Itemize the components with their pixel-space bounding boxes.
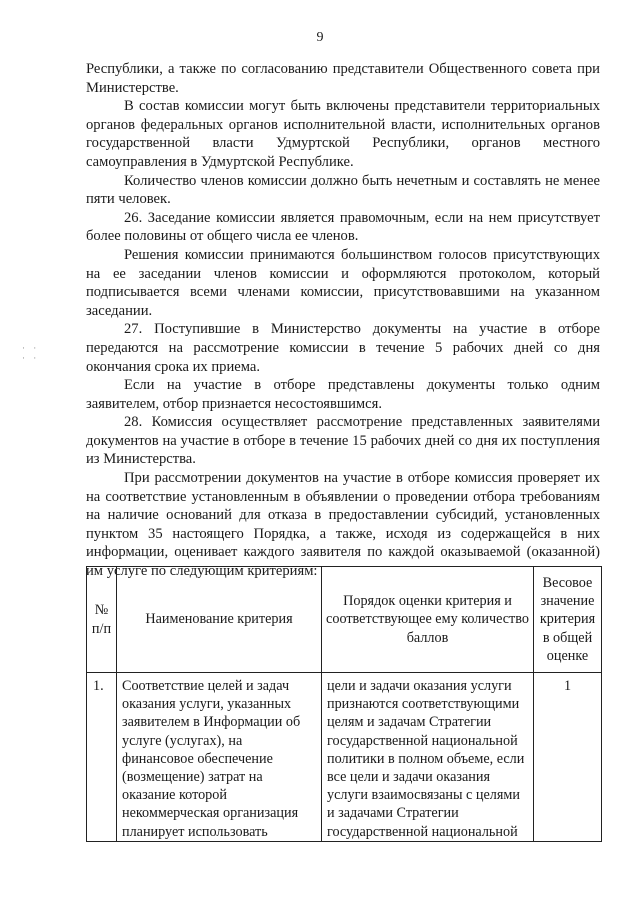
page-number: 9 (316, 30, 324, 45)
header-number: № п/п (87, 567, 117, 673)
paragraph-1: Республики, а также по согласованию представители Общественного совета при Министерстве. (86, 61, 600, 96)
scan-margin-marks: · · · · (22, 343, 40, 363)
paragraph-2: В состав комиссии могут быть включены представители территориальных органов федеральных органов исполнительной власти, исполнительных органов государственной власти Удмуртской Республики, органов местного самоуправления в Удмуртской Республике. (86, 98, 600, 170)
paragraph-6: 27. Поступившие в Министерство документы на участие в отборе передаются на рассмотрение комиссии в течение 5 рабочих дней со дня окончания срока их приема. (86, 321, 600, 375)
header-procedure: Порядок оценки критерия и соответствующее ему количество баллов (322, 567, 534, 673)
row-weight: 1 (534, 673, 602, 842)
paragraph-9: При рассмотрении документов на участие в отборе комиссия проверяет их на соответствие установленным в объявлении о проведении отбора требованиям на наличие оснований для отказа в предоставлении субсидий, установленных пунктом 35 настоящего Порядка, а также, исходя из содержащейся в них информации, оценивает каждого заявителя по каждой оказываемой (оказанной) им услуге по следующим критериям: (86, 470, 600, 580)
table-row (87, 673, 602, 842)
paragraph-5: Решения комиссии принимаются большинством голосов присутствующих на ее заседании членов комиссии и оформляются протоколом, который подписывается всеми членами комиссии, присутствовавшими на указанном заседании. (86, 246, 600, 319)
paragraph-7: Если на участие в отборе представлены документы только одним заявителем, отбор признается несостоявшимся. (86, 377, 600, 412)
paragraph-8: 28. Комиссия осуществляет рассмотрение представленных заявителями документов на участие в отборе в течение 15 рабочих дней со дня их поступления из Министерства. (86, 414, 600, 468)
row-criterion: Соответствие целей и задач оказания услуги, указанных заявителем в Информации об услуге (услугах), на финансовое обеспечение (возмещение) затрат на оказание которой некоммерческая организация планирует использовать (117, 673, 322, 842)
criteria-table (86, 566, 602, 842)
document-body (86, 60, 600, 581)
row-number: 1. (87, 673, 117, 842)
table-header-row (87, 567, 602, 673)
criteria-table-container (86, 566, 602, 842)
paragraph-3: Количество членов комиссии должно быть нечетным и составлять не менее пяти человек. (86, 172, 600, 208)
row-procedure: цели и задачи оказания услуги признаются соответствующими целям и задачам Стратегии государственной национальной политики в полном объеме, если все цели и задачи оказания услуги взаимосвязаны с целями и задачами Стратегии государственной национальной (322, 673, 534, 842)
header-criterion: Наименование критерия (117, 567, 322, 673)
paragraph-4: 26. Заседание комиссии является правомочным, если на нем присутствует более половины от общего числа ее членов. (86, 209, 600, 245)
header-weight: Весовое значение критерия в общей оценке (534, 567, 602, 673)
